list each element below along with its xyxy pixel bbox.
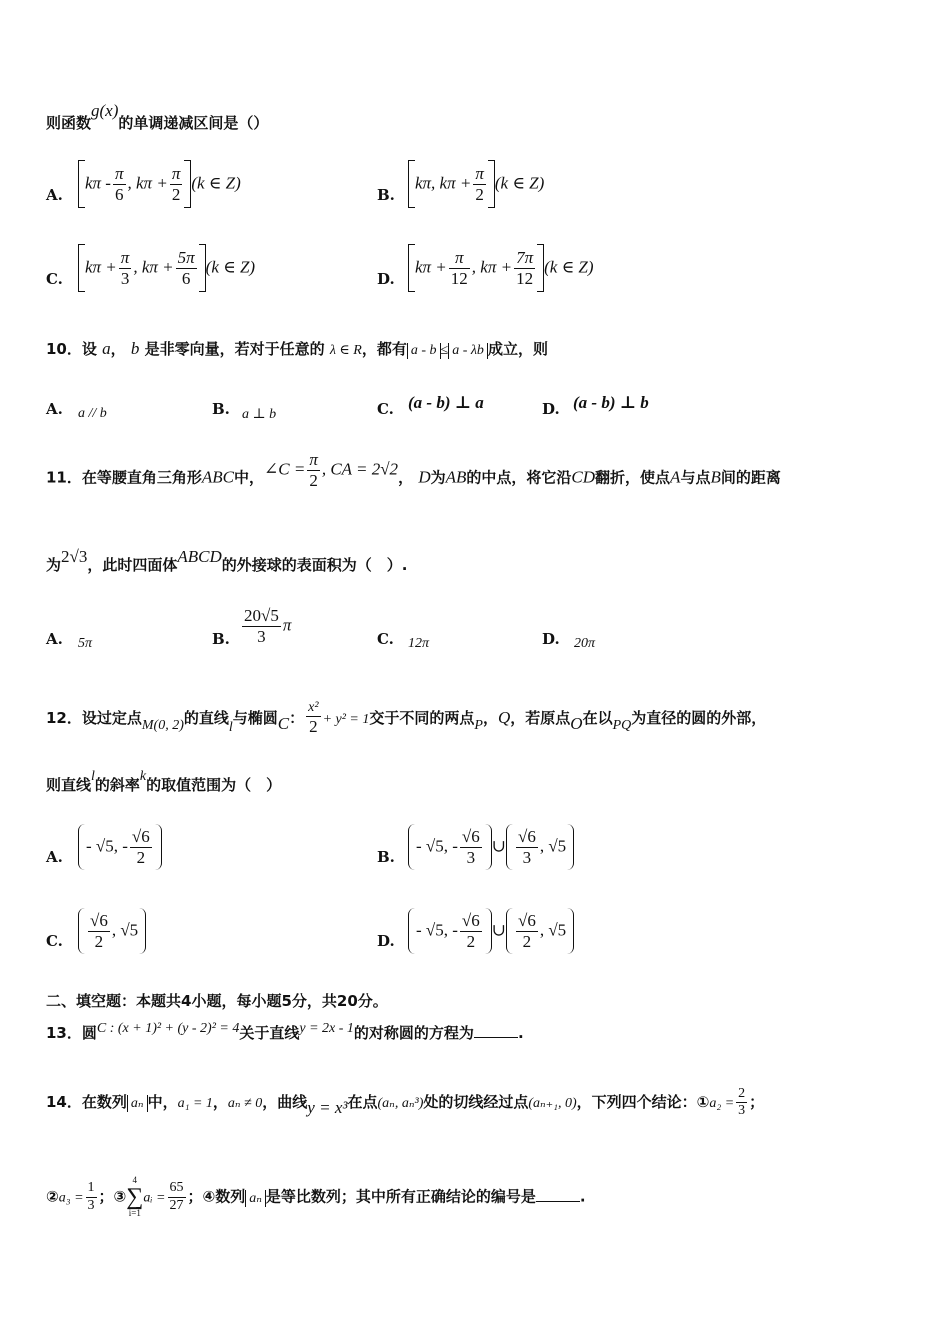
q9d-num1: π: [449, 248, 470, 269]
q12-l2: l: [91, 769, 95, 784]
q10-option-a-label[interactable]: A.: [46, 400, 63, 418]
paren-left: [506, 908, 514, 954]
q12-option-a[interactable]: [78, 824, 162, 870]
q14-c4: ；④数列: [187, 1187, 246, 1206]
q11-dist: 2√3: [61, 547, 88, 566]
q14-a2-den: 3: [738, 1103, 746, 1119]
q12-text4: ，若原点: [510, 708, 571, 727]
q12-text3: 交于不同的两点: [369, 708, 475, 727]
q14-sum-num: 65: [168, 1180, 186, 1197]
q12b-cup: ∪: [491, 836, 506, 856]
q9b-tail: (k ∈ Z): [494, 173, 545, 193]
q12-option-c[interactable]: [78, 908, 146, 954]
bracket-left: [78, 244, 85, 292]
paren-right: [566, 824, 574, 870]
q9b-den: 2: [475, 184, 484, 204]
q12-pq: PQ: [612, 717, 632, 733]
paren-left: [408, 908, 416, 954]
q9c-part1: kπ +: [85, 257, 117, 277]
q11-option-c[interactable]: 12π: [408, 636, 430, 651]
q11-abcd: ABCD: [177, 547, 222, 566]
q12b-num: √6: [461, 826, 480, 846]
q10-option-c-label[interactable]: C.: [377, 400, 394, 418]
q14-an2: aₙ: [245, 1190, 266, 1207]
q12-text5: 在以: [582, 708, 613, 727]
q11-option-a[interactable]: 5π: [78, 636, 93, 651]
q11-text5: 翻折，使点: [595, 468, 671, 487]
q12b-den: 3: [466, 847, 476, 867]
section-heading: 二、填空题：本题共4小题，每小题5分，共20分。: [46, 992, 388, 1010]
q14-c2: ②: [46, 1187, 59, 1206]
q9-option-d[interactable]: [408, 244, 594, 292]
q10-text3: 成立，则: [487, 340, 548, 358]
paren-right: [154, 824, 162, 870]
q11-text4: 的中点，将它沿: [466, 468, 572, 487]
q11-stem-line2: [46, 547, 408, 575]
q9d-part1: kπ +: [415, 257, 447, 277]
q11-text1: 中，: [233, 468, 264, 487]
q12-option-b-label[interactable]: B.: [377, 848, 395, 866]
q14-text4: 处的切线经过点: [423, 1093, 529, 1112]
q12a-den: 2: [136, 847, 146, 867]
q14-text1: 中，: [147, 1093, 178, 1112]
q11-abc: ABC: [201, 467, 234, 487]
q9-option-a-label[interactable]: A.: [46, 186, 63, 204]
q9c-num1: π: [120, 247, 130, 267]
q9d-tail: (k ∈ Z): [544, 257, 594, 277]
q11-pb: B: [710, 467, 721, 487]
q12c-num: √6: [90, 910, 108, 930]
bracket-left: [408, 244, 415, 292]
q12-text2: 与椭圆: [232, 708, 278, 727]
q11-line2-pre: 为: [46, 556, 62, 574]
q11-cd: CD: [571, 467, 596, 487]
q14-text5: ，下列四个结论：①: [576, 1093, 710, 1112]
q14-an-nonzero: aₙ ≠ 0: [227, 1096, 263, 1112]
q10-option-b-label[interactable]: B.: [212, 400, 230, 418]
q10-sep: ，: [110, 340, 126, 358]
q12b-den2: 3: [522, 847, 532, 867]
q11-angle-den: 2: [309, 470, 318, 490]
q11-stem: [46, 450, 781, 498]
q12-c: C: [277, 713, 290, 733]
q14-answer-blank[interactable]: [536, 1201, 580, 1202]
q11-line2-post: 的外接球的表面积为（ ）.: [221, 556, 408, 574]
q9-stem: [46, 101, 269, 133]
q10-option-a[interactable]: a // b: [78, 406, 107, 421]
q11-num: 11．在等腰直角三角形: [46, 468, 202, 487]
q14-a3: a₃ =: [58, 1190, 84, 1206]
q9c-den2: 6: [181, 268, 191, 288]
q10-option-d-label[interactable]: D.: [542, 400, 560, 418]
q9d-den1: 12: [450, 268, 468, 288]
q12-text6: 为直径的圆的外部，: [631, 708, 767, 727]
paren-right: [138, 908, 146, 954]
q9-option-c-label[interactable]: C.: [46, 270, 63, 288]
q14-a3-num: 1: [86, 1180, 97, 1197]
q12-sep: ，: [482, 708, 498, 727]
q12d-cup: ∪: [491, 920, 506, 940]
q12b-right: , √5: [539, 836, 567, 856]
q12a-num: √6: [131, 826, 150, 846]
q12-option-d-label[interactable]: D.: [377, 932, 395, 950]
q12a-left: - √5, -: [86, 836, 128, 856]
q14-point: (aₙ, aₙ³): [377, 1096, 424, 1112]
q12d-right: , √5: [539, 920, 567, 940]
q11-line2-mid: ，此时四面体: [87, 556, 178, 574]
q9a-num2: π: [171, 163, 181, 183]
q10-abs2: a - λb: [448, 343, 488, 359]
q9a-num1: π: [114, 163, 124, 183]
q14-an: aₙ: [127, 1095, 148, 1112]
q9c-tail: (k ∈ Z): [205, 257, 256, 277]
q9d-part2: , kπ +: [471, 257, 513, 277]
q12d-num: √6: [461, 910, 480, 930]
q10-option-d[interactable]: (a - b) ⊥ b: [573, 393, 649, 412]
q12d-den2: 2: [522, 931, 532, 951]
q12-o: O: [570, 713, 583, 733]
q14-curve: y = x³: [307, 1098, 348, 1118]
q14-sep: ，: [212, 1093, 228, 1112]
q9-option-b[interactable]: [408, 160, 544, 208]
q14-sigma: ∑: [126, 1184, 144, 1210]
q13-end: .: [517, 1024, 524, 1042]
q12-stem: [46, 700, 766, 737]
q9-option-c[interactable]: [78, 244, 255, 292]
q12c-right: , √5: [111, 920, 139, 940]
q11-option-b[interactable]: [240, 606, 291, 646]
q14-text3: 在点: [347, 1093, 378, 1112]
q12-colon: ：: [289, 708, 305, 727]
q11-option-c-label[interactable]: C.: [377, 630, 394, 648]
q12b-left: - √5, -: [416, 836, 458, 856]
q10-var-b: b: [130, 339, 140, 358]
q9a-part2: , kπ +: [127, 173, 168, 193]
q9-stem-post: 的单调递减区间是（）: [118, 114, 269, 132]
q12-option-d[interactable]: [408, 908, 574, 954]
q9c-den1: 3: [120, 268, 130, 288]
q13-stem: [46, 1022, 524, 1043]
bracket-left: [408, 160, 415, 208]
q10-text1: 是非零向量，若对于任意的: [144, 340, 325, 358]
q11-text3: 为: [430, 468, 446, 487]
q14-sum-den: 27: [169, 1197, 184, 1213]
bracket-left: [78, 160, 85, 208]
q9a-tail: (k ∈ Z): [191, 173, 241, 193]
q12-num: 12．设过定点: [46, 708, 142, 727]
q13-num: 13．圆: [46, 1024, 97, 1042]
q14-sigma-bottom: i=1: [128, 1208, 141, 1218]
q10-le: ≤: [440, 343, 449, 358]
q14-text2: ，曲线: [262, 1093, 308, 1112]
q11-option-a-label[interactable]: A.: [46, 630, 63, 648]
q9c-num2: 5π: [177, 247, 195, 267]
q14-stem-line2: [46, 1176, 586, 1218]
q12-option-b[interactable]: [408, 824, 574, 870]
q11b-tail: π: [282, 615, 292, 635]
q10-stem: [46, 338, 548, 359]
paren-right: [484, 908, 492, 954]
q14-stem: [46, 1086, 764, 1119]
q9-option-a[interactable]: [78, 160, 241, 208]
q11-d: D: [418, 467, 431, 487]
paren-right: [566, 908, 574, 954]
q12-p: P: [474, 717, 483, 733]
q14-point2: (aₙ₊₁, 0): [528, 1096, 577, 1112]
q13-circle-eq: C : (x + 1)² + (y - 2)² = 4: [96, 1021, 240, 1036]
q12-line2-mid: 的斜率: [94, 776, 140, 794]
q11b-den: 3: [257, 626, 266, 646]
q11-text7: 间的距离: [720, 468, 781, 487]
bracket-right: [199, 244, 206, 292]
q12-q: Q: [497, 707, 511, 727]
q9-fx: g(x): [91, 101, 119, 120]
q12-line2-post: 的取值范围为（ ）: [146, 776, 282, 794]
q9d-den2: 12: [516, 268, 534, 288]
q12-ellipse-num: x²: [306, 700, 320, 717]
paren-left: [408, 824, 416, 870]
q14-a2: a₂ =: [709, 1096, 735, 1112]
q10-text2: ，都有: [361, 340, 407, 358]
q9-stem-pre: 则函数: [46, 114, 92, 132]
q14-a1: a₁ = 1: [177, 1096, 213, 1112]
q11-ab: AB: [445, 467, 467, 487]
q14-text6: 是等比数列；其中所有正确结论的编号是: [265, 1187, 536, 1206]
paren-left: [506, 824, 514, 870]
q9-option-b-label[interactable]: B.: [377, 186, 395, 204]
q9c-part2: , kπ +: [133, 257, 174, 277]
q12d-den: 2: [466, 931, 476, 951]
q13-text1: 关于直线: [239, 1024, 300, 1042]
q12-text1: 的直线: [183, 708, 229, 727]
q14-a2-num: 2: [736, 1086, 747, 1103]
q10-lambda: λ ∈ R: [329, 343, 362, 358]
q11-option-b-label[interactable]: B.: [212, 630, 230, 648]
q14-sigma-top: 4: [132, 1175, 138, 1185]
q12-stem-line2: [46, 769, 282, 795]
q14-ai: aᵢ =: [143, 1190, 166, 1206]
q13-text2: 的对称圆的方程为: [353, 1024, 474, 1042]
paren-right: [484, 824, 492, 870]
q11b-num: 20√5: [244, 606, 279, 625]
q9-option-d-label[interactable]: D.: [377, 270, 395, 288]
q12-m: M(0, 2): [141, 717, 184, 733]
paren-left: [78, 824, 86, 870]
q9a-part1: kπ -: [85, 173, 111, 193]
q12-ellipse-den: 2: [309, 717, 318, 737]
q12d-left: - √5, -: [416, 920, 458, 940]
q10-abs1: a - b: [407, 343, 441, 359]
q12d-num2: √6: [518, 910, 536, 930]
q11-pa: A: [670, 467, 681, 487]
q14-semi: ；: [749, 1093, 765, 1112]
q13-line-eq: y = 2x - 1: [299, 1021, 354, 1036]
bracket-right: [488, 160, 495, 208]
q9b-part1: kπ, kπ +: [415, 173, 472, 193]
q9a-den1: 6: [115, 184, 124, 204]
q9d-num2: 7π: [516, 247, 534, 267]
q11-text2: ，: [398, 468, 414, 487]
q14-num: 14．在数列: [46, 1093, 127, 1112]
q11-text6: 与点: [680, 468, 711, 487]
q10-option-c[interactable]: (a - b) ⊥ a: [408, 393, 484, 412]
q12-ellipse-eq: + y² = 1: [322, 711, 370, 727]
q10-num: 10．设: [46, 340, 97, 358]
q12c-den: 2: [94, 931, 104, 951]
q13-answer-blank[interactable]: [474, 1037, 518, 1038]
q12b-num2: √6: [518, 826, 536, 846]
q12-l: l: [228, 719, 233, 735]
q14-end: .: [579, 1187, 586, 1206]
q10-option-b[interactable]: a ⊥ b: [242, 407, 277, 422]
q11-option-d[interactable]: 20π: [574, 636, 596, 651]
q12-line2-pre: 则直线: [46, 776, 92, 794]
paren-left: [78, 908, 86, 954]
q12-option-a-label[interactable]: A.: [46, 848, 63, 866]
q10-var-a: a: [102, 339, 111, 358]
q12-option-c-label[interactable]: C.: [46, 932, 63, 950]
q11-ca: , CA = 2√2: [321, 459, 399, 479]
q11-angle: ∠C =: [264, 459, 306, 479]
q11-option-d-label[interactable]: D.: [542, 630, 560, 648]
q9a-den2: 2: [171, 184, 181, 204]
q12-k: k: [139, 769, 147, 784]
q14-a3-den: 3: [87, 1197, 95, 1213]
q11-angle-num: π: [309, 450, 318, 469]
q9b-num: π: [475, 163, 484, 183]
q14-c3: ；③: [98, 1187, 127, 1206]
